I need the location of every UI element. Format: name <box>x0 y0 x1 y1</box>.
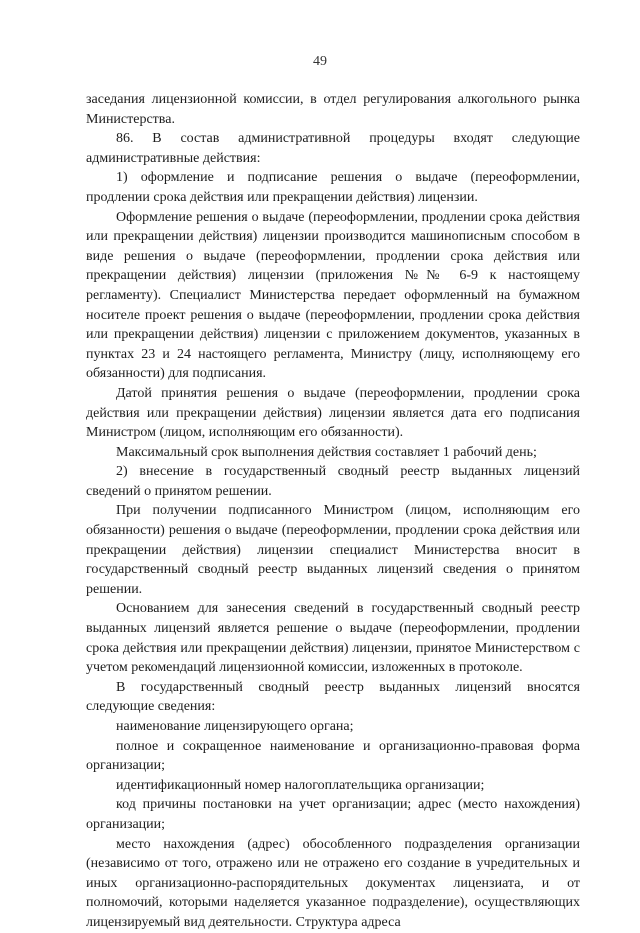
paragraph: Основанием для занесения сведений в государственный сводный реестр выданных лицензий является решение о выдаче (переоформлении, продлении срока действия или прекращении действия) лицензии, принятое Министерством с учетом рекомендаций лицензионной комиссии, изложенных в протоколе. <box>86 601 580 676</box>
paragraph: Максимальный срок выполнения действия составляет 1 рабочий день; <box>116 444 537 460</box>
paragraph: заседания лицензионной комиссии, в отдел регулирования алкогольного рынка Министерства. <box>86 92 580 127</box>
paragraph: Оформление решения о выдаче (переоформлении, продлении срока действия или прекращении действия) лицензии производится машинописным способом в виде решения о выдаче (переоформлении, продлении срока действия или прекращении действия) лицензии (приложения №№ 6-9 к настоящему регламенту). Специалист Министерства передает оформленный на бумажном носителе проект решения о выдаче (переоформлении, продлении срока действия или прекращении действия) лицензии с приложением документов, указанных в пунктах 23 и 24 настоящего регламента, Министру (лицу, исполняющему его обязанности) для подписания. <box>86 209 580 382</box>
paragraph: 1) оформление и подписание решения о выдаче (переоформлении, продлении срока действия или прекращении действия) лицензии. <box>86 170 580 205</box>
paragraph: полное и сокращенное наименование и организационно-правовая форма организации; <box>86 738 580 774</box>
paragraph: 86. В состав административной процедуры входят следующие административные действия: <box>86 131 580 166</box>
paragraph: Датой принятия решения о выдаче (переоформлении, продлении срока действия или прекращении действия) лицензии является дата его подписания Министром (лицом, исполняющим его обязанности). <box>86 385 580 441</box>
page-number: 49 <box>313 54 327 69</box>
paragraph: идентификационный номер налогоплательщика организации; <box>116 777 485 793</box>
paragraph: При получении подписанного Министром (лицом, исполняющим его обязанности) решения о выдаче (переоформлении, продлении срока действия или прекращении действия) лицензии специалист Министерства вносит в государственный сводный реестр выданных лицензий сведения о принятом решении. <box>86 503 580 597</box>
document-body <box>86 90 580 933</box>
paragraph: 2) внесение в государственный сводный реестр выданных лицензий сведений о принятом решении. <box>86 464 580 499</box>
paragraph: место нахождения (адрес) обособленного подразделения организации (независимо от того, отражено или не отражено его создание в учредительных и иных организационно-распорядительных документах лицензиата, и от полномочий, которыми наделяется указанное подразделение), осуществляющих лицензируемый вид деятельности. Структура адреса <box>86 836 580 930</box>
paragraph: код причины постановки на учет организации; адрес (место нахождения) организации; <box>86 797 580 832</box>
paragraph: наименование лицензирующего органа; <box>116 719 354 734</box>
paragraph: В государственный сводный реестр выданных лицензий вносятся следующие сведения: <box>86 679 580 715</box>
